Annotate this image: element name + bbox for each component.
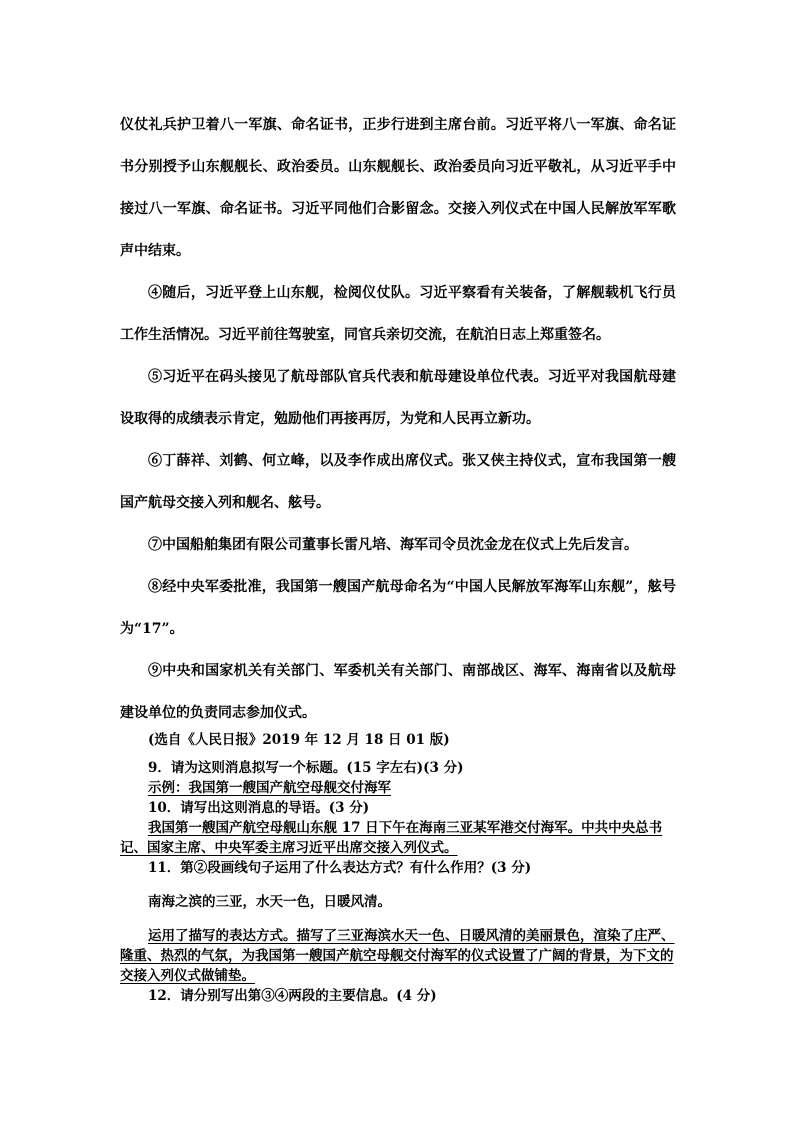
source-citation: (选自《人民日报》2019 年 12 月 18 日 01 版)	[148, 732, 450, 748]
question-section	[120, 730, 676, 1006]
question-11: 11．第②段画线句子运用了什么表达方式？有什么作用？(3 分)	[148, 860, 532, 876]
answer-10: 我国第一艘国产航空母舰山东舰 17 日下午在海南三亚某军港交付海军。中共中央总书记、国家主席、中央军委主席习近平出席交接入列仪式。	[120, 820, 663, 856]
question-9: 9．请为这则消息拟写一个标题。(15 字左右)(3 分)	[148, 760, 464, 776]
paragraph-4: ④随后，习近平登上山东舰，检阅仪仗队。习近平察看有关装备，了解舰载机飞行员工作生活情况。习近平前往驾驶室，同官兵亲切交流，在航泊日志上郑重签名。	[120, 285, 676, 343]
article-body	[120, 104, 676, 734]
question-12: 12．请分别写出第③④两段的主要信息。(4 分)	[148, 988, 437, 1004]
paragraph-3-continued: 仪仗礼兵护卫着八一军旗、命名证书，正步行进到主席台前。习近平将八一军旗、命名证书分别授予山东舰舰长、政治委员。山东舰舰长、政治委员向习近平敬礼，从习近平手中接过八一军旗、命名证书。习近平同他们合影留念。交接入列仪式在中国人民解放军军歌声中结束。	[120, 117, 676, 259]
paragraph-8: ⑧经中央军委批准，我国第一艘国产航母命名为“中国人民解放军海军山东舰”，舷号为“17”。	[120, 579, 676, 637]
paragraph-6: ⑥丁薛祥、刘鹤、何立峰，以及李作成出席仪式。张又侠主持仪式，宣布我国第一艘国产航母交接入列和舰名、舷号。	[120, 453, 676, 511]
question-10: 10．请写出这则消息的导语。(3 分)	[148, 800, 370, 816]
paragraph-5: ⑤习近平在码头接见了航母部队官兵代表和航母建设单位代表。习近平对我国航母建设取得的成绩表示肯定，勉励他们再接再厉，为党和人民再立新功。	[120, 369, 676, 427]
answer-11: 运用了描写的表达方式。描写了三亚海滨水天一色、日暖风清的美丽景色，渲染了庄严、隆重、热烈的气氛，为我国第一艘国产航空母舰交付海军的仪式设置了广阔的背景，为下文的交接入列仪式做铺垫。	[120, 928, 675, 984]
quoted-sentence: 南海之滨的三亚，水天一色，日暖风清。	[148, 894, 391, 910]
paragraph-9: ⑨中央和国家机关有关部门、军委机关有关部门、南部战区、海军、海南省以及航母建设单位的负责同志参加仪式。	[120, 663, 676, 721]
answer-9: 示例：我国第一艘国产航空母舰交付海军	[148, 780, 391, 796]
paragraph-7: ⑦中国船舶集团有限公司董事长雷凡培、海军司令员沈金龙在仪式上先后发言。	[148, 537, 638, 553]
